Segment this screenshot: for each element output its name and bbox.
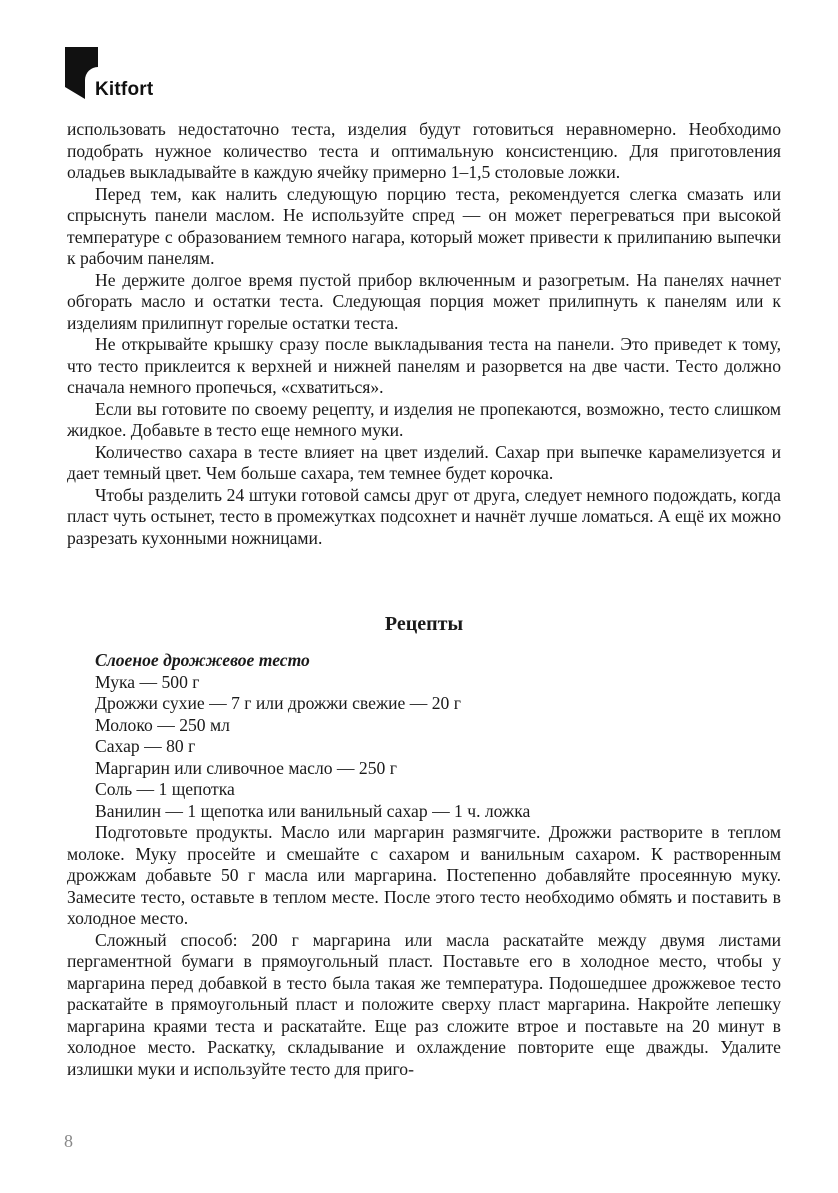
section-heading: Рецепты <box>384 613 464 635</box>
ingredient-item: Дрожжи сухие — 7 г или дрожжи свежие — 20 г <box>95 693 461 713</box>
brand-name: Kitfort <box>95 79 154 100</box>
brand-logo <box>65 47 153 99</box>
intro-paragraph: Если вы готовите по своему рецепту, и изделия не пропекаются, возможно, тесто слишком жидкое. Добавьте в тесто еще немного муки. <box>67 398 781 440</box>
ingredient-item: Мука — 500 г <box>95 671 200 692</box>
intro-paragraph: Не держите долгое время пустой прибор включенным и разогретым. На панелях начнет обгорать масло и остатки теста. Следующая порция может прилипнуть к панелям или к изделиям прилипнут горелые остатки теста. <box>67 269 781 333</box>
ingredient-item: Молоко — 250 мл <box>95 714 230 735</box>
ingredient-item: Маргарин или сливочное масло — 250 г <box>95 757 397 778</box>
ingredient-item: Соль — 1 щепотка <box>95 779 235 799</box>
ingredient-item: Сахар — 80 г <box>95 736 196 756</box>
ingredient-item: Ванилин — 1 щепотка или ванильный сахар — 1 ч. ложка <box>95 800 531 821</box>
intro-paragraph: Чтобы разделить 24 штуки готовой самсы друг от друга, следует немного подождать, когда пласт чуть остынет, тесто в промежутках подсохнет и начнёт лучше ломаться. А ещё их можно разрезать кухонными ножницами. <box>67 484 782 548</box>
ingredient-list <box>67 672 781 823</box>
intro-paragraph: Перед тем, как налить следующую порцию теста, рекомендуется слегка смазать или спрыснуть панели маслом. Не используйте спред — он может перегреваться при высокой температуре с образованием темного нагара, который может привести к прилипанию выпечки к рабочим панелям. <box>67 183 781 268</box>
intro-paragraph: Не открывайте крышку сразу после выкладывания теста на панели. Это приведет к тому, что тесто приклеится к верхней и нижней панелям и разорвется на две части. Тесто должно сначала немного пропечься, «схватиться». <box>67 334 781 397</box>
recipe-step: Подготовьте продукты. Масло или маргарин размягчите. Дрожжи растворите в теплом молоке. Муку просейте и смешайте с сахаром и ванильным сахаром. К растворенным дрожжам добавьте 50 г масла или маргарина. Постепенно добавляйте просеянную муку. Замесите тесто, оставьте в теплом месте. После этого тесто необходимо обмять и поставить в холодное место. <box>67 822 781 928</box>
intro-paragraph: Количество сахара в тесте влияет на цвет изделий. Сахар при выпечке карамелизуется и дает темный цвет. Чем больше сахара, тем темнее будет корочка. <box>67 441 781 483</box>
page-number: 8 <box>64 1131 73 1151</box>
recipe-step: Сложный способ: 200 г маргарина или масла раскатайте между двумя листами пергаментной бумаги в прямоугольный пласт. Поставьте его в холодное место, чтобы у маргарина перед добавкой в тесто была такая же температура. Подошедшее дрожжевое тесто раскатайте в прямоугольный пласт и положите сверху пласт маргарина. Накройте лепешку маргарина краями теста и раскатайте. Еще раз сложите втрое и поставьте на 20 минут в холодное место. Раскатку, складывание и охлаждение повторите еще дважды. Удалите излишки муки и используйте тесто для приго- <box>67 929 781 1079</box>
kitfort-logo-icon <box>65 47 98 99</box>
page-content <box>67 119 781 1080</box>
recipe-title: Слоеное дрожжевое тесто <box>95 650 310 670</box>
intro-paragraph: использовать недостаточно теста, изделия будут готовиться неравномерно. Необходимо подобрать нужное количество теста и оптимальную консистенцию. Для приготовления оладьев выкладывайте в каждую ячейку примерно 1–1,5 столовые ложки. <box>67 119 781 182</box>
